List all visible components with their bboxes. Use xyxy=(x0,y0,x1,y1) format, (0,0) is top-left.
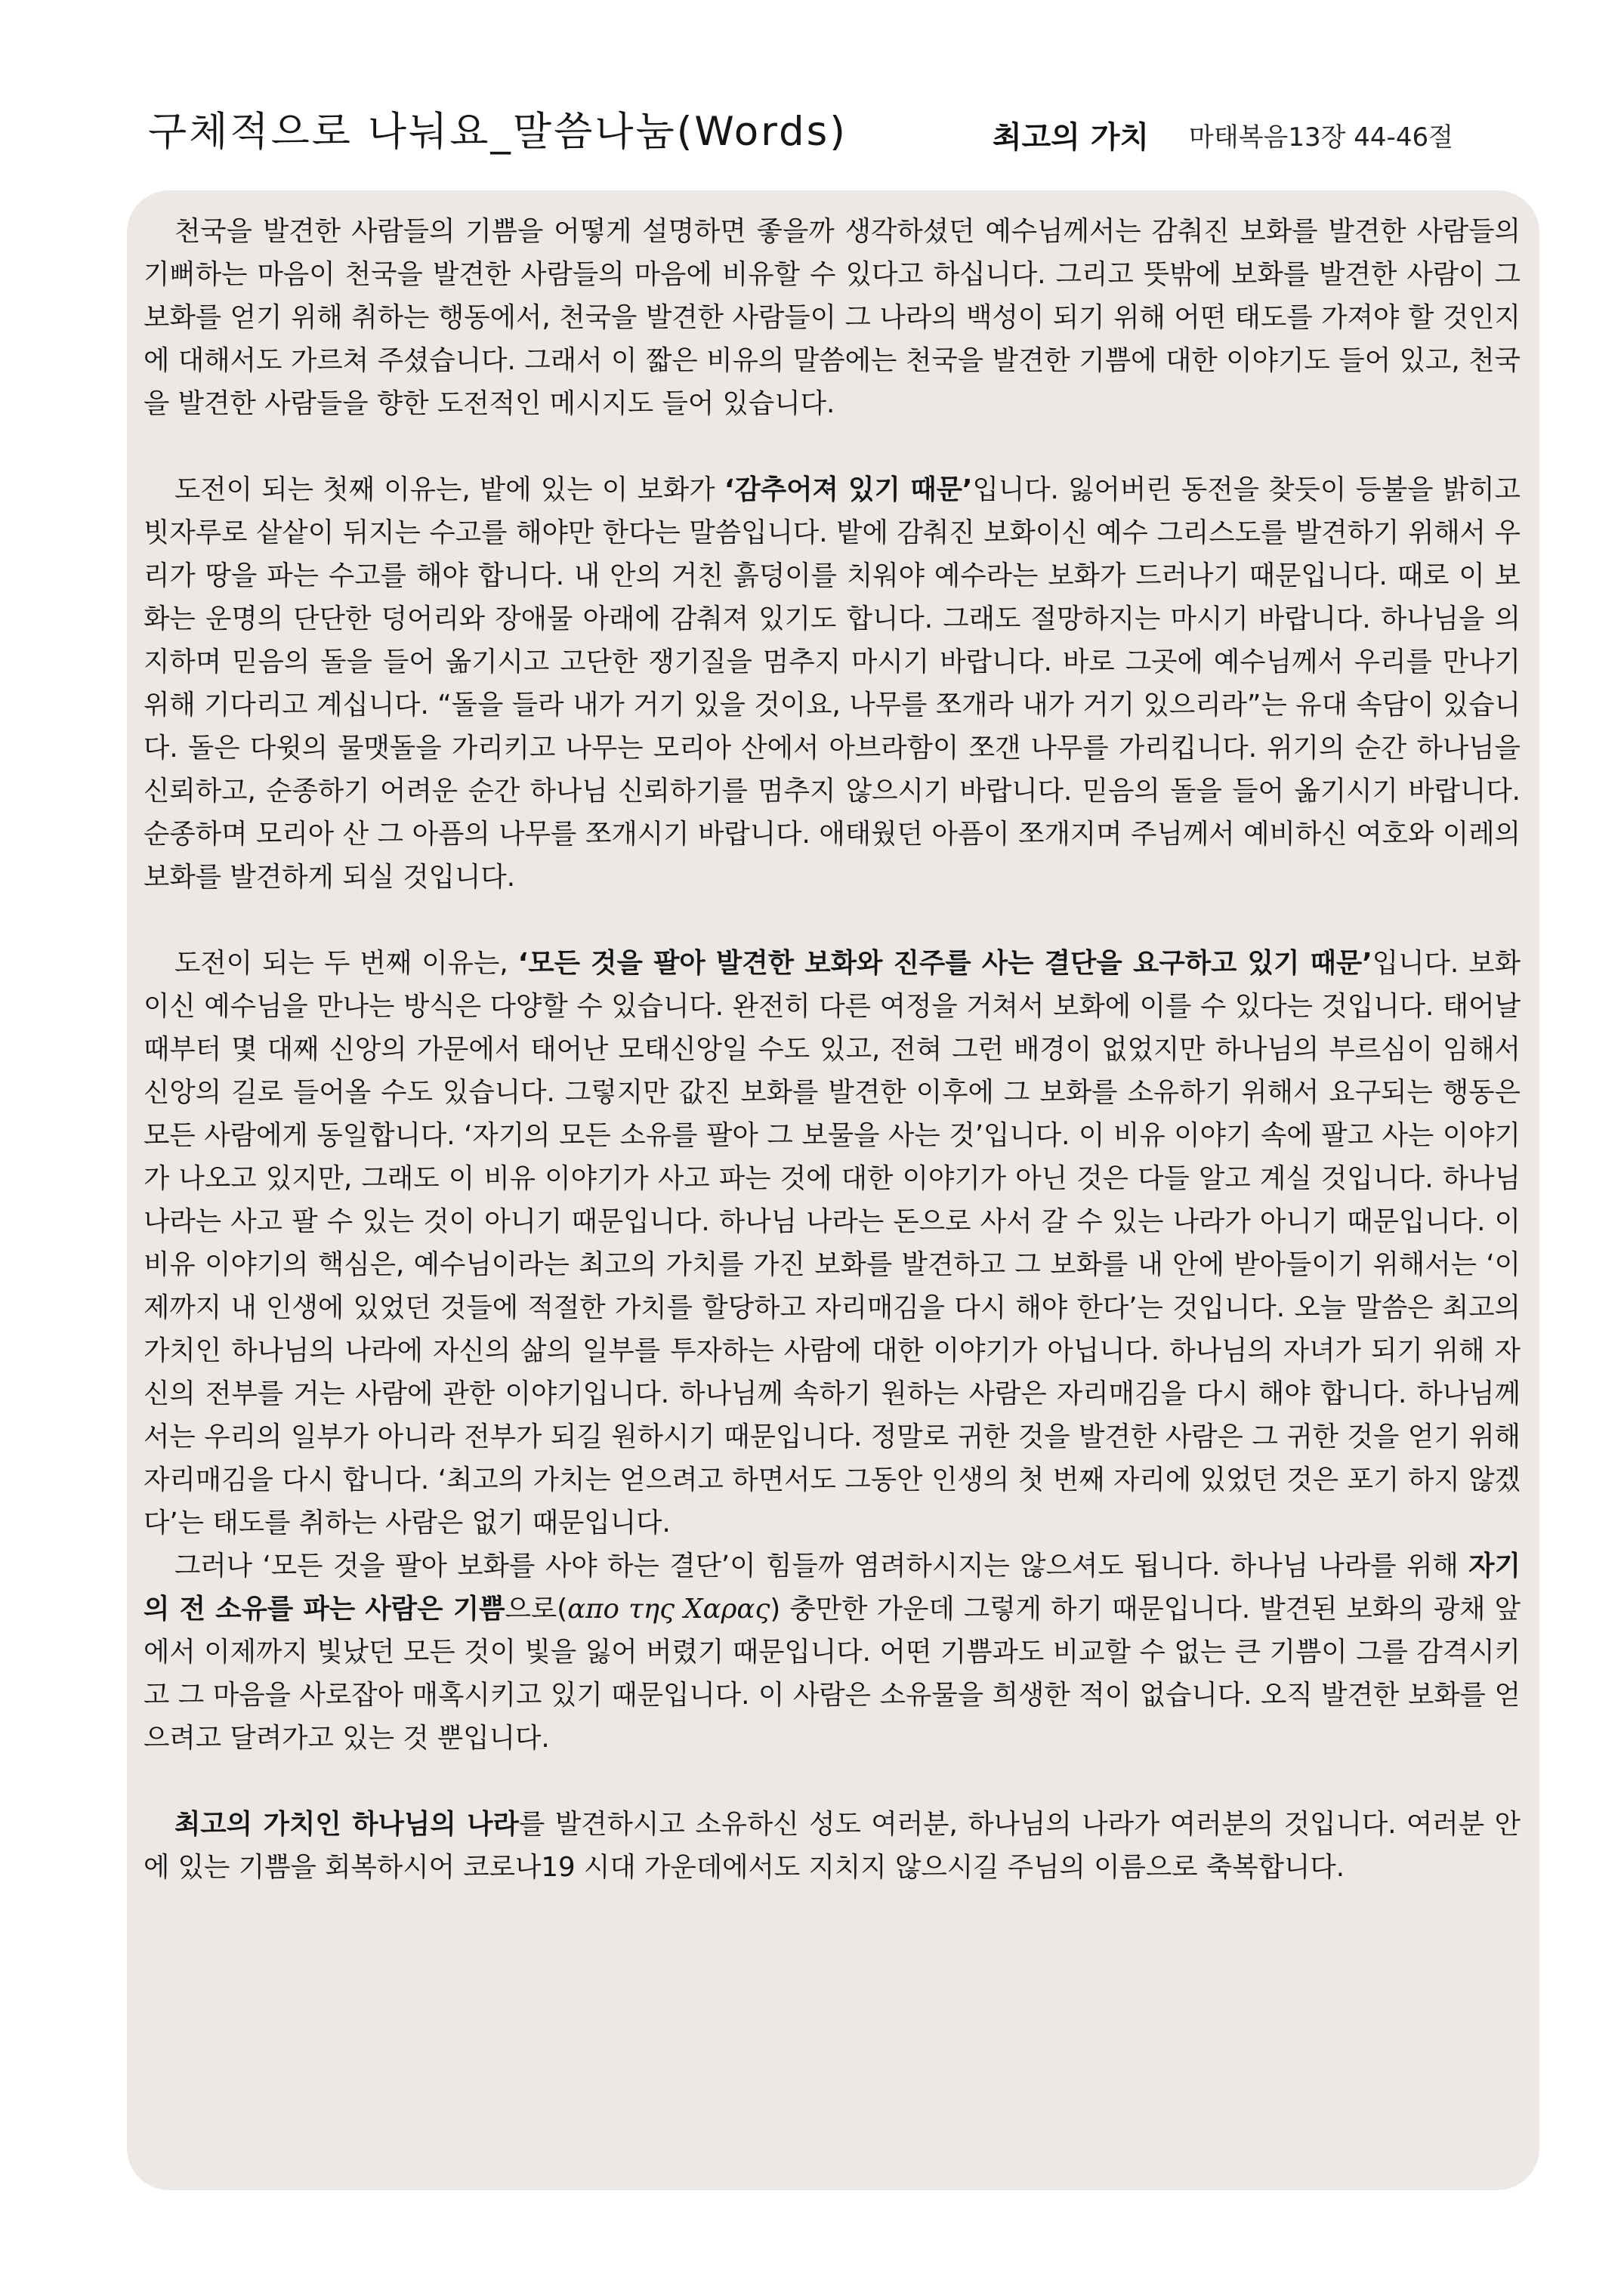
joy-lead: 그러나 ‘모든 것을 팔아 보화를 사야 하는 결단’이 힘들까 염려하시지는 않으셔도 됩니다. 하나님 나라를 위해 xyxy=(174,1551,1469,1582)
first-reason-lead: 도전이 되는 첫째 이유는, 밭에 있는 이 보화가 xyxy=(174,474,724,505)
paragraph-blessing xyxy=(144,1803,1521,1889)
sermon-body xyxy=(144,210,1521,1889)
first-reason-text: 입니다. 잃어버린 동전을 찾듯이 등불을 밝히고 빗자루로 샅샅이 뒤지는 수고를 해야만 한다는 말씀입니다. 밭에 감춰진 보화이신 예수 그리스도를 발견하기 위해서 우리가 땅을 파는 수고를 해야 합니다. 내 안의 거친 흙덩이를 치워야 예수라는 보화가 드러나기 때문입니다. 때로 이 보화는 운명의 단단한 덩어리와 장애물 아래에 감춰져 있기도 합니다. 그래도 절망하지는 마시기 바랍니다. 하나님을 의지하며 믿음의 돌을 들어 옮기시고 고단한 쟁기질을 멈추지 마시기 바랍니다. 바로 그곳에 예수님께서 우리를 만나기 위해 기다리고 계십니다. “돌을 들라 내가 거기 있을 것이요, 나무를 쪼개라 내가 거기 있으리라”는 유대 속담이 있습니다. 돌은 다윗의 물맷돌을 가리키고 나무는 모리아 산에서 아브라함이 쪼갠 나무를 가리킵니다. 위기의 순간 하나님을 신뢰하고, 순종하기 어려운 순간 하나님 신뢰하기를 멈추지 않으시기 바랍니다. 믿음의 돌을 들어 옮기시기 바랍니다. 순종하며 모리아 산 그 아픔의 나무를 쪼개시기 바랍니다. 애태웠던 아픔이 쪼개지며 주님께서 예비하신 여호와 이레의 보화를 발견하게 되실 것입니다. xyxy=(144,474,1521,893)
joy-mid: 으로( xyxy=(505,1594,568,1625)
paragraph-intro xyxy=(144,210,1521,425)
paragraph-first-reason xyxy=(144,468,1521,899)
paragraph-gap xyxy=(144,1760,1521,1803)
paragraph-gap xyxy=(144,425,1521,468)
paragraph-gap xyxy=(144,899,1521,942)
page-header xyxy=(148,92,1545,168)
paragraph-intro-text: 천국을 발견한 사람들의 기쁨을 어떻게 설명하면 좋을까 생각하셨던 예수님께서는 감춰진 보화를 발견한 사람들의 기뻐하는 마음이 천국을 발견한 사람들의 마음에 비유할 수 있다고 하십니다. 그리고 뜻밖에 보화를 발견한 사람이 그 보화를 얻기 위해 취하는 행동에서, 천국을 발견한 사람들이 그 나라의 백성이 되기 위해 어떤 태도를 가져야 할 것인지에 대해서도 가르쳐 주셨습니다. 그래서 이 짧은 비유의 말씀에는 천국을 발견한 기쁨에 대한 이야기도 들어 있고, 천국을 발견한 사람들을 향한 도전적인 메시지도 들어 있습니다. xyxy=(144,216,1521,419)
second-reason-emphasis: ‘모든 것을 팔아 발견한 보화와 진주를 사는 결단을 요구하고 있기 때문’ xyxy=(517,948,1372,979)
scripture-reference: 마태복음13장 44-46절 xyxy=(1189,122,1453,153)
second-reason-text: 입니다. 보화이신 예수님을 만나는 방식은 다양할 수 있습니다. 완전히 다른 여정을 거쳐서 보화에 이를 수 있다는 것입니다. 태어날 때부터 몇 대째 신앙의 가문에서 태어난 모태신앙일 수도 있고, 전혀 그런 배경이 없었지만 하나님의 부르심이 임해서 신앙의 길로 들어올 수도 있습니다. 그렇지만 값진 보화를 발견한 이후에 그 보화를 소유하기 위해서 요구되는 행동은 모든 사람에게 동일합니다. ‘자기의 모든 소유를 팔아 그 보물을 사는 것’입니다. 이 비유 이야기 속에 팔고 사는 이야기가 나오고 있지만, 그래도 이 비유 이야기가 사고 파는 것에 대한 이야기가 아닌 것은 다들 알고 계실 것입니다. 하나님 나라는 사고 팔 수 있는 것이 아니기 때문입니다. 하나님 나라는 돈으로 사서 갈 수 있는 나라가 아니기 때문입니다. 이 비유 이야기의 핵심은, 예수님이라는 최고의 가치를 가진 보화를 발견하고 그 보화를 내 안에 받아들이기 위해서는 ‘이제까지 내 인생에 있었던 것들에 적절한 가치를 할당하고 자리매김을 다시 해야 한다’는 것입니다. 오늘 말씀은 최고의 가치인 하나님의 나라에 자신의 삶의 일부를 투자하는 사람에 대한 이야기가 아닙니다. 하나님의 자녀가 되기 위해 자신의 전부를 거는 사람에 관한 이야기입니다. 하나님께 속하기 원하는 사람은 자리매김을 다시 해야 합니다. 하나님께서는 우리의 일부가 아니라 전부가 되길 원하시기 때문입니다. 정말로 귀한 것을 발견한 사람은 그 귀한 것을 얻기 위해 자리매김을 다시 합니다. ‘최고의 가치는 얻으려고 하면서도 그동안 인생의 첫 번째 자리에 있었던 것은 포기 하지 않겠다’는 태도를 취하는 사람은 없기 때문입니다. xyxy=(144,948,1521,1538)
blessing-emphasis: 최고의 가치인 하나님의 나라 xyxy=(174,1809,520,1840)
joy-text: ) 충만한 가운데 그렇게 하기 때문입니다. 발견된 보화의 광채 앞에서 이제까지 빛났던 모든 것이 빛을 잃어 버렸기 때문입니다. 어떤 기쁨과도 비교할 수 없는 큰 기쁨이 그를 감격시키고 그 마음을 사로잡아 매혹시키고 있기 때문입니다. 이 사람은 소유물을 희생한 적이 없습니다. 오직 발견한 보화를 얻으려고 달려가고 있는 것 뿐입니다. xyxy=(144,1594,1521,1754)
paragraph-joy xyxy=(144,1545,1521,1760)
series-title: 구체적으로 나눠요_말씀나눔(Words) xyxy=(148,109,848,155)
blessing-text: 를 발견하시고 소유하신 성도 여러분, 하나님의 나라가 여러분의 것입니다. 여러분 안에 있는 기쁨을 회복하시어 코로나19 시대 가운데에서도 지치지 않으시길 주님의 이름으로 축복합니다. xyxy=(144,1809,1521,1883)
sermon-title: 최고의 가치 xyxy=(993,120,1150,155)
joy-emphasis: 자기의 전 소유를 파는 사람은 기쁨 xyxy=(144,1551,1521,1625)
first-reason-emphasis: ‘감추어져 있기 때문’ xyxy=(724,474,973,505)
second-reason-lead: 도전이 되는 두 번째 이유는, xyxy=(174,948,518,979)
paragraph-second-reason xyxy=(144,942,1521,1545)
greek-phrase: απο της Χαρας xyxy=(567,1594,770,1625)
